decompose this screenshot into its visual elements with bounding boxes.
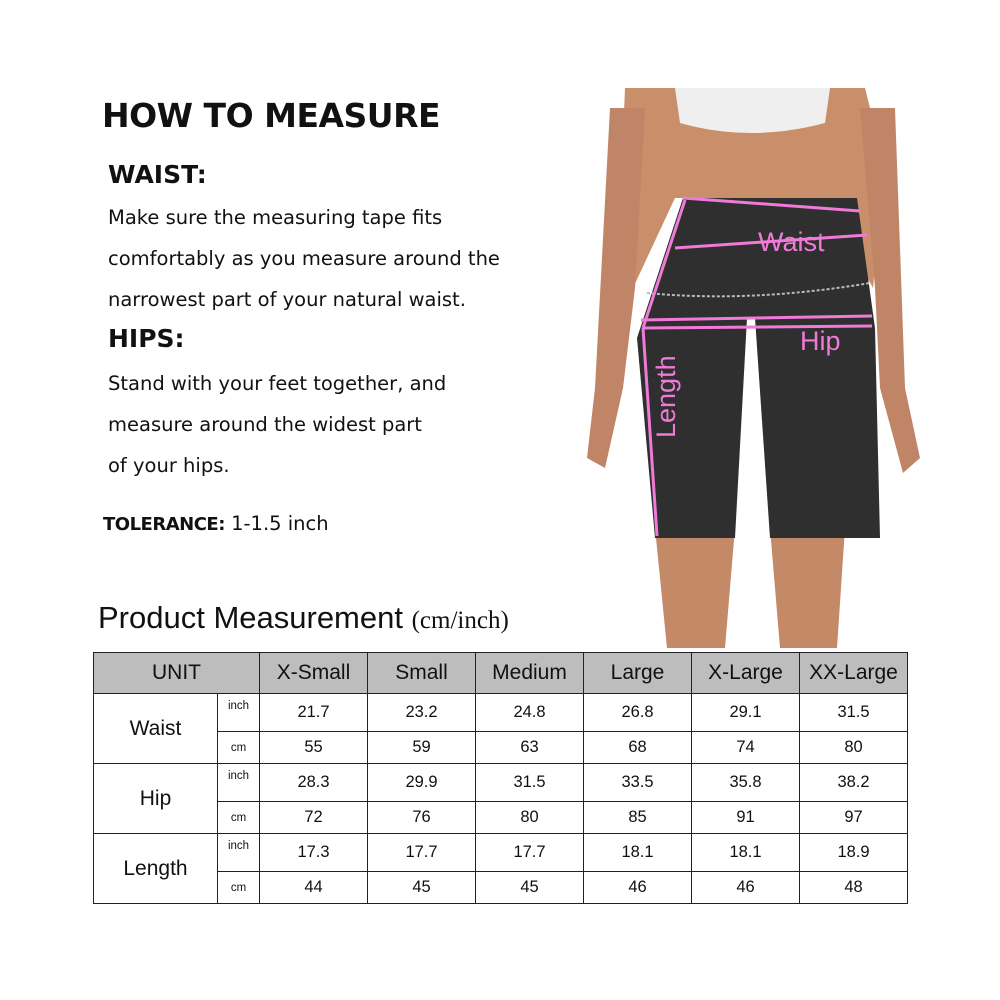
table-row bbox=[94, 834, 908, 872]
unit-label: inch bbox=[218, 834, 260, 872]
left-arm-image bbox=[587, 108, 645, 468]
table-row bbox=[94, 694, 908, 732]
table-cell: 74 bbox=[692, 732, 800, 764]
table-cell: 68 bbox=[584, 732, 692, 764]
table-cell: 76 bbox=[368, 802, 476, 834]
table-cell: 17.7 bbox=[368, 834, 476, 872]
tolerance-value: 1-1.5 inch bbox=[231, 512, 329, 535]
product-measurement-heading: Product Measurement bbox=[98, 600, 403, 635]
header-unit: UNIT bbox=[94, 653, 260, 694]
waist-heading: WAIST: bbox=[108, 160, 207, 189]
tolerance-note bbox=[103, 512, 329, 535]
table-cell: 31.5 bbox=[476, 764, 584, 802]
size-chart-table bbox=[93, 652, 908, 904]
table-cell: 21.7 bbox=[260, 694, 368, 732]
table-cell: 28.3 bbox=[260, 764, 368, 802]
table-cell: 18.9 bbox=[800, 834, 908, 872]
table-cell: 23.2 bbox=[368, 694, 476, 732]
table-cell: 17.7 bbox=[476, 834, 584, 872]
table-cell: 29.1 bbox=[692, 694, 800, 732]
unit-label: cm bbox=[218, 872, 260, 904]
table-cell: 24.8 bbox=[476, 694, 584, 732]
top-image bbox=[675, 88, 830, 133]
table-cell: 80 bbox=[800, 732, 908, 764]
header-size: XX-Large bbox=[800, 653, 908, 694]
table-cell: 18.1 bbox=[584, 834, 692, 872]
table-cell: 18.1 bbox=[692, 834, 800, 872]
left-leg-image bbox=[655, 528, 735, 648]
table-cell: 46 bbox=[584, 872, 692, 904]
table-cell: 31.5 bbox=[800, 694, 908, 732]
page-title: HOW TO MEASURE bbox=[102, 96, 441, 135]
table-cell: 44 bbox=[260, 872, 368, 904]
table-cell: 48 bbox=[800, 872, 908, 904]
table-cell: 17.3 bbox=[260, 834, 368, 872]
table-cell: 38.2 bbox=[800, 764, 908, 802]
hip-figure-label: Hip bbox=[800, 326, 841, 356]
unit-label: inch bbox=[218, 694, 260, 732]
hips-heading: HIPS: bbox=[108, 324, 185, 353]
table-cell: 46 bbox=[692, 872, 800, 904]
table-cell: 35.8 bbox=[692, 764, 800, 802]
product-measurement-unit: (cm/inch) bbox=[411, 607, 509, 634]
header-size: Large bbox=[584, 653, 692, 694]
length-figure-label: Length bbox=[651, 355, 681, 438]
measurement-figure bbox=[575, 88, 930, 648]
header-size: X-Large bbox=[692, 653, 800, 694]
table-cell: 55 bbox=[260, 732, 368, 764]
hips-line-3: of your hips. bbox=[108, 454, 230, 477]
table-cell: 45 bbox=[368, 872, 476, 904]
table-cell: 29.9 bbox=[368, 764, 476, 802]
table-cell: 80 bbox=[476, 802, 584, 834]
unit-label: cm bbox=[218, 802, 260, 834]
waist-line-3: narrowest part of your natural waist. bbox=[108, 288, 466, 311]
table-cell: 33.5 bbox=[584, 764, 692, 802]
hips-instructions bbox=[108, 363, 446, 486]
product-measurement-title bbox=[98, 600, 509, 636]
table-header-row bbox=[94, 653, 908, 694]
metric-label: Hip bbox=[94, 764, 218, 834]
metric-label: Length bbox=[94, 834, 218, 904]
table-cell: 59 bbox=[368, 732, 476, 764]
unit-label: cm bbox=[218, 732, 260, 764]
header-size: X-Small bbox=[260, 653, 368, 694]
table-cell: 45 bbox=[476, 872, 584, 904]
table-cell: 85 bbox=[584, 802, 692, 834]
right-leg-image bbox=[770, 528, 845, 648]
table-cell: 26.8 bbox=[584, 694, 692, 732]
table-cell: 63 bbox=[476, 732, 584, 764]
waist-line-1: Make sure the measuring tape fits bbox=[108, 206, 443, 229]
waist-line-2: comfortably as you measure around the bbox=[108, 247, 500, 270]
header-size: Medium bbox=[476, 653, 584, 694]
waist-figure-label: Waist bbox=[758, 227, 825, 257]
table-cell: 97 bbox=[800, 802, 908, 834]
unit-label: inch bbox=[218, 764, 260, 802]
metric-label: Waist bbox=[94, 694, 218, 764]
hips-line-1: Stand with your feet together, and bbox=[108, 372, 447, 395]
hips-line-2: measure around the widest part bbox=[108, 413, 422, 436]
tolerance-label: TOLERANCE: bbox=[103, 514, 225, 535]
table-cell: 72 bbox=[260, 802, 368, 834]
table-row bbox=[94, 764, 908, 802]
header-size: Small bbox=[368, 653, 476, 694]
waist-instructions bbox=[108, 197, 500, 320]
table-cell: 91 bbox=[692, 802, 800, 834]
